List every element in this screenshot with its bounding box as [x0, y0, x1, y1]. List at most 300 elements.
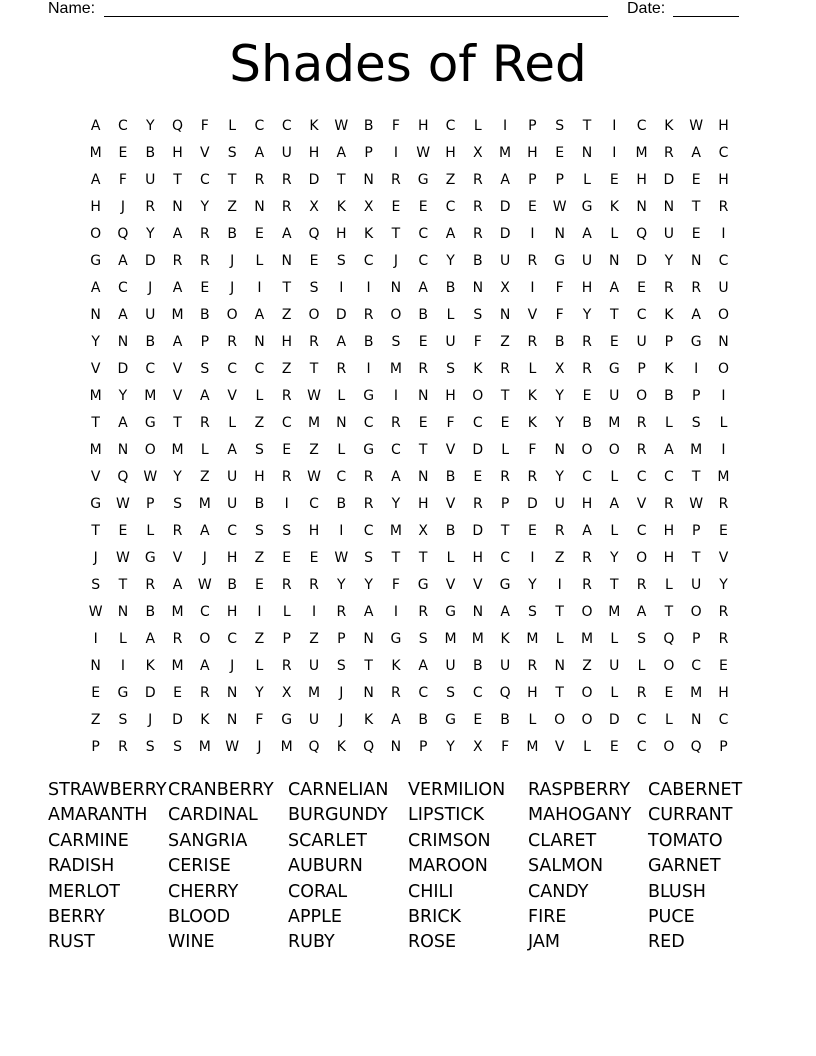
- grid-cell[interactable]: B: [500, 712, 510, 728]
- grid-cell[interactable]: R: [418, 361, 429, 377]
- grid-cell[interactable]: E: [691, 172, 701, 188]
- grid-cell[interactable]: M: [608, 604, 621, 620]
- grid-cell[interactable]: Y: [555, 415, 564, 431]
- grid-cell[interactable]: R: [636, 685, 647, 701]
- grid-cell[interactable]: M: [690, 685, 703, 701]
- grid-cell[interactable]: M: [690, 442, 703, 458]
- grid-cell[interactable]: O: [226, 307, 238, 323]
- grid-cell[interactable]: C: [718, 145, 729, 161]
- grid-cell[interactable]: W: [307, 388, 321, 404]
- grid-cell[interactable]: G: [499, 577, 511, 593]
- grid-cell[interactable]: H: [718, 685, 729, 701]
- grid-cell[interactable]: D: [663, 172, 675, 188]
- grid-cell[interactable]: S: [200, 361, 210, 377]
- grid-cell[interactable]: G: [417, 577, 429, 593]
- grid-cell[interactable]: K: [200, 712, 210, 728]
- grid-cell[interactable]: Y: [91, 334, 100, 350]
- grid-cell[interactable]: K: [364, 226, 374, 242]
- grid-cell[interactable]: K: [145, 658, 155, 674]
- grid-cell[interactable]: O: [144, 442, 156, 458]
- grid-cell[interactable]: O: [554, 712, 566, 728]
- grid-cell[interactable]: Y: [610, 550, 619, 566]
- grid-cell[interactable]: J: [230, 658, 235, 674]
- grid-cell[interactable]: R: [336, 361, 347, 377]
- grid-cell[interactable]: Q: [308, 739, 320, 755]
- grid-cell[interactable]: X: [554, 361, 565, 377]
- grid-cell[interactable]: N: [117, 442, 129, 458]
- grid-cell[interactable]: M: [580, 631, 594, 647]
- grid-cell[interactable]: M: [198, 739, 211, 755]
- grid-cell[interactable]: T: [282, 280, 291, 296]
- grid-cell[interactable]: A: [445, 226, 456, 242]
- grid-cell[interactable]: I: [530, 550, 535, 566]
- grid-cell[interactable]: R: [582, 550, 592, 566]
- grid-cell[interactable]: F: [255, 712, 264, 728]
- grid-cell[interactable]: C: [636, 118, 647, 134]
- grid-cell[interactable]: N: [390, 739, 402, 755]
- grid-cell[interactable]: X: [418, 523, 428, 539]
- grid-cell[interactable]: Y: [145, 118, 155, 134]
- grid-cell[interactable]: V: [90, 469, 101, 485]
- grid-cell[interactable]: N: [609, 253, 620, 269]
- grid-cell[interactable]: R: [718, 631, 729, 647]
- grid-cell[interactable]: V: [445, 496, 456, 512]
- grid-cell[interactable]: S: [391, 334, 401, 350]
- grid-cell[interactable]: U: [281, 145, 292, 161]
- grid-cell[interactable]: A: [391, 469, 401, 485]
- grid-cell[interactable]: X: [363, 199, 374, 215]
- grid-cell[interactable]: N: [663, 199, 675, 215]
- grid-cell[interactable]: M: [171, 604, 184, 620]
- grid-cell[interactable]: F: [391, 118, 400, 134]
- grid-cell[interactable]: P: [555, 172, 564, 188]
- grid-cell[interactable]: N: [90, 658, 101, 674]
- grid-cell[interactable]: N: [90, 307, 101, 323]
- grid-cell[interactable]: L: [719, 415, 728, 431]
- grid-cell[interactable]: I: [120, 658, 126, 674]
- grid-cell[interactable]: H: [445, 145, 456, 161]
- grid-cell[interactable]: O: [663, 739, 675, 755]
- grid-cell[interactable]: I: [694, 361, 699, 377]
- grid-cell[interactable]: E: [609, 334, 619, 350]
- grid-cell[interactable]: A: [200, 658, 210, 674]
- grid-cell[interactable]: E: [418, 334, 428, 350]
- grid-cell[interactable]: A: [500, 172, 510, 188]
- grid-cell[interactable]: M: [198, 496, 211, 512]
- grid-cell[interactable]: B: [336, 496, 347, 512]
- grid-cell[interactable]: A: [172, 226, 183, 242]
- grid-cell[interactable]: I: [530, 226, 535, 242]
- grid-cell[interactable]: U: [663, 226, 674, 242]
- grid-cell[interactable]: F: [118, 172, 127, 188]
- grid-cell[interactable]: N: [117, 604, 129, 620]
- grid-cell[interactable]: M: [89, 145, 102, 161]
- grid-cell[interactable]: U: [445, 658, 456, 674]
- grid-cell[interactable]: R: [227, 334, 237, 350]
- grid-cell[interactable]: J: [93, 550, 98, 566]
- grid-cell[interactable]: R: [472, 496, 483, 512]
- grid-cell[interactable]: R: [199, 253, 210, 269]
- grid-cell[interactable]: R: [281, 172, 292, 188]
- grid-cell[interactable]: R: [664, 280, 674, 296]
- grid-cell[interactable]: L: [610, 631, 619, 647]
- grid-cell[interactable]: K: [664, 307, 674, 323]
- grid-cell[interactable]: V: [554, 739, 565, 755]
- grid-cell[interactable]: E: [582, 388, 592, 404]
- grid-cell[interactable]: H: [336, 226, 347, 242]
- grid-cell[interactable]: W: [416, 145, 431, 161]
- grid-cell[interactable]: I: [393, 145, 398, 161]
- grid-cell[interactable]: T: [391, 226, 401, 242]
- grid-cell[interactable]: E: [527, 523, 537, 539]
- grid-cell[interactable]: L: [337, 442, 346, 458]
- grid-cell[interactable]: A: [90, 280, 101, 296]
- grid-cell[interactable]: K: [364, 712, 374, 728]
- grid-cell[interactable]: S: [336, 253, 346, 269]
- grid-cell[interactable]: R: [527, 253, 538, 269]
- grid-cell[interactable]: C: [691, 658, 702, 674]
- grid-cell[interactable]: V: [172, 550, 183, 566]
- grid-cell[interactable]: G: [363, 442, 375, 458]
- grid-cell[interactable]: G: [554, 253, 566, 269]
- grid-cell[interactable]: M: [608, 415, 621, 431]
- grid-cell[interactable]: Q: [499, 685, 511, 701]
- grid-cell[interactable]: P: [146, 496, 155, 512]
- grid-cell[interactable]: E: [173, 685, 182, 701]
- grid-cell[interactable]: C: [418, 685, 429, 701]
- grid-cell[interactable]: M: [280, 739, 293, 755]
- grid-cell[interactable]: R: [118, 739, 128, 755]
- grid-cell[interactable]: A: [118, 307, 128, 323]
- grid-cell[interactable]: T: [610, 577, 619, 593]
- grid-cell[interactable]: T: [582, 118, 592, 134]
- grid-cell[interactable]: G: [144, 550, 156, 566]
- grid-cell[interactable]: L: [473, 118, 482, 134]
- grid-cell[interactable]: T: [118, 577, 128, 593]
- grid-cell[interactable]: P: [91, 739, 100, 755]
- grid-cell[interactable]: C: [199, 604, 210, 620]
- grid-cell[interactable]: J: [230, 280, 235, 296]
- grid-cell[interactable]: E: [418, 415, 428, 431]
- grid-cell[interactable]: L: [337, 388, 346, 404]
- grid-cell[interactable]: G: [117, 685, 129, 701]
- grid-cell[interactable]: Y: [446, 739, 455, 755]
- grid-cell[interactable]: R: [281, 388, 292, 404]
- grid-cell[interactable]: I: [257, 604, 262, 620]
- grid-cell[interactable]: N: [117, 334, 129, 350]
- grid-cell[interactable]: L: [664, 415, 673, 431]
- grid-cell[interactable]: O: [581, 712, 593, 728]
- grid-cell[interactable]: U: [554, 496, 565, 512]
- grid-cell[interactable]: A: [582, 226, 592, 242]
- grid-cell[interactable]: U: [609, 388, 620, 404]
- grid-cell[interactable]: X: [309, 199, 319, 215]
- grid-cell[interactable]: C: [118, 118, 128, 134]
- grid-cell[interactable]: T: [691, 199, 701, 215]
- grid-cell[interactable]: J: [148, 280, 153, 296]
- grid-cell[interactable]: V: [172, 388, 183, 404]
- grid-cell[interactable]: L: [255, 658, 264, 674]
- grid-cell[interactable]: N: [690, 712, 702, 728]
- grid-cell[interactable]: A: [418, 280, 428, 296]
- grid-cell[interactable]: Z: [309, 442, 319, 458]
- grid-cell[interactable]: M: [307, 685, 321, 701]
- grid-cell[interactable]: Y: [582, 307, 592, 323]
- grid-cell[interactable]: C: [500, 550, 510, 566]
- grid-cell[interactable]: U: [499, 658, 511, 674]
- grid-cell[interactable]: J: [202, 550, 207, 566]
- grid-cell[interactable]: N: [417, 469, 429, 485]
- grid-cell[interactable]: B: [145, 145, 156, 161]
- grid-cell[interactable]: I: [93, 631, 98, 647]
- grid-cell[interactable]: C: [445, 118, 456, 134]
- grid-cell[interactable]: C: [663, 469, 674, 485]
- grid-cell[interactable]: Z: [445, 172, 456, 188]
- grid-cell[interactable]: C: [118, 280, 128, 296]
- grid-cell[interactable]: E: [637, 280, 647, 296]
- grid-cell[interactable]: R: [664, 145, 674, 161]
- grid-cell[interactable]: K: [500, 631, 510, 647]
- grid-cell[interactable]: M: [89, 442, 102, 458]
- grid-cell[interactable]: A: [336, 334, 347, 350]
- grid-cell[interactable]: C: [309, 496, 319, 512]
- grid-cell[interactable]: I: [721, 388, 726, 404]
- grid-cell[interactable]: E: [91, 685, 101, 701]
- grid-cell[interactable]: S: [173, 496, 182, 512]
- grid-cell[interactable]: H: [472, 550, 484, 566]
- grid-cell[interactable]: M: [144, 388, 157, 404]
- grid-cell[interactable]: L: [555, 631, 564, 647]
- grid-cell[interactable]: D: [608, 712, 620, 728]
- grid-cell[interactable]: E: [664, 685, 674, 701]
- grid-cell[interactable]: J: [148, 712, 153, 728]
- grid-cell[interactable]: M: [635, 145, 648, 161]
- grid-cell[interactable]: A: [118, 253, 128, 269]
- grid-cell[interactable]: D: [527, 496, 538, 512]
- grid-cell[interactable]: C: [418, 253, 429, 269]
- grid-cell[interactable]: R: [718, 199, 729, 215]
- grid-cell[interactable]: V: [172, 361, 183, 377]
- grid-cell[interactable]: L: [228, 118, 237, 134]
- grid-cell[interactable]: Q: [172, 118, 184, 134]
- grid-cell[interactable]: O: [199, 631, 211, 647]
- grid-cell[interactable]: C: [227, 361, 238, 377]
- grid-cell[interactable]: B: [418, 307, 429, 323]
- grid-cell[interactable]: R: [582, 577, 592, 593]
- grid-cell[interactable]: S: [254, 442, 264, 458]
- grid-cell[interactable]: M: [526, 631, 539, 647]
- grid-cell[interactable]: L: [282, 604, 291, 620]
- grid-cell[interactable]: M: [389, 523, 402, 539]
- grid-cell[interactable]: C: [254, 361, 265, 377]
- grid-cell[interactable]: L: [255, 253, 264, 269]
- grid-cell[interactable]: H: [718, 118, 729, 134]
- grid-cell[interactable]: V: [527, 307, 538, 323]
- grid-cell[interactable]: T: [309, 361, 319, 377]
- grid-cell[interactable]: R: [281, 469, 292, 485]
- grid-cell[interactable]: A: [664, 442, 674, 458]
- grid-cell[interactable]: W: [88, 604, 103, 620]
- grid-cell[interactable]: E: [255, 226, 264, 242]
- grid-cell[interactable]: G: [90, 253, 102, 269]
- grid-cell[interactable]: T: [610, 307, 619, 323]
- grid-cell[interactable]: F: [446, 415, 455, 431]
- grid-cell[interactable]: R: [527, 469, 538, 485]
- grid-cell[interactable]: P: [528, 118, 537, 134]
- grid-cell[interactable]: Q: [308, 226, 320, 242]
- grid-cell[interactable]: I: [366, 361, 371, 377]
- grid-cell[interactable]: Z: [309, 631, 319, 647]
- grid-cell[interactable]: T: [337, 172, 346, 188]
- grid-cell[interactable]: C: [718, 712, 729, 728]
- grid-cell[interactable]: N: [472, 604, 484, 620]
- grid-cell[interactable]: N: [554, 226, 565, 242]
- grid-cell[interactable]: L: [446, 307, 455, 323]
- grid-cell[interactable]: R: [172, 631, 183, 647]
- grid-cell[interactable]: O: [472, 388, 484, 404]
- grid-cell[interactable]: M: [171, 658, 184, 674]
- grid-cell[interactable]: W: [552, 199, 567, 215]
- grid-cell[interactable]: N: [472, 280, 484, 296]
- grid-cell[interactable]: E: [719, 523, 728, 539]
- grid-cell[interactable]: B: [554, 334, 565, 350]
- grid-cell[interactable]: D: [117, 361, 129, 377]
- grid-cell[interactable]: R: [145, 577, 156, 593]
- grid-cell[interactable]: T: [418, 442, 428, 458]
- grid-cell[interactable]: N: [363, 685, 374, 701]
- grid-cell[interactable]: C: [418, 226, 429, 242]
- grid-cell[interactable]: I: [557, 577, 562, 593]
- grid-cell[interactable]: P: [664, 334, 674, 350]
- grid-cell[interactable]: O: [663, 658, 675, 674]
- grid-cell[interactable]: B: [418, 712, 429, 728]
- grid-cell[interactable]: I: [366, 280, 371, 296]
- grid-cell[interactable]: G: [581, 199, 593, 215]
- grid-cell[interactable]: N: [363, 172, 374, 188]
- grid-cell[interactable]: A: [609, 496, 620, 512]
- grid-cell[interactable]: R: [199, 226, 210, 242]
- grid-cell[interactable]: Z: [554, 550, 565, 566]
- grid-cell[interactable]: T: [91, 415, 100, 431]
- grid-cell[interactable]: B: [473, 253, 483, 269]
- grid-cell[interactable]: Y: [555, 388, 564, 404]
- grid-cell[interactable]: R: [172, 253, 183, 269]
- grid-cell[interactable]: E: [309, 550, 319, 566]
- grid-cell[interactable]: F: [200, 118, 209, 134]
- grid-cell[interactable]: S: [118, 712, 128, 728]
- grid-cell[interactable]: V: [445, 577, 456, 593]
- grid-cell[interactable]: B: [254, 496, 265, 512]
- grid-cell[interactable]: B: [363, 334, 374, 350]
- grid-cell[interactable]: E: [691, 226, 701, 242]
- grid-cell[interactable]: Q: [117, 469, 129, 485]
- grid-cell[interactable]: R: [500, 361, 510, 377]
- grid-cell[interactable]: Y: [255, 685, 264, 701]
- grid-cell[interactable]: E: [473, 712, 483, 728]
- grid-cell[interactable]: W: [334, 118, 349, 134]
- grid-cell[interactable]: A: [172, 280, 183, 296]
- grid-cell[interactable]: R: [636, 577, 647, 593]
- grid-cell[interactable]: T: [91, 523, 100, 539]
- grid-cell[interactable]: B: [445, 523, 456, 539]
- grid-cell[interactable]: D: [499, 226, 511, 242]
- grid-cell[interactable]: M: [171, 307, 184, 323]
- grid-cell[interactable]: H: [636, 172, 647, 188]
- grid-cell[interactable]: A: [609, 280, 620, 296]
- grid-cell[interactable]: P: [364, 145, 373, 161]
- grid-cell[interactable]: K: [391, 658, 401, 674]
- grid-cell[interactable]: B: [664, 388, 674, 404]
- grid-cell[interactable]: C: [145, 361, 156, 377]
- grid-cell[interactable]: A: [500, 604, 510, 620]
- grid-cell[interactable]: O: [581, 604, 593, 620]
- grid-cell[interactable]: P: [691, 631, 701, 647]
- grid-cell[interactable]: U: [227, 469, 238, 485]
- grid-cell[interactable]: F: [528, 442, 537, 458]
- grid-cell[interactable]: Y: [337, 577, 346, 593]
- grid-cell[interactable]: R: [582, 334, 592, 350]
- grid-cell[interactable]: C: [363, 523, 374, 539]
- grid-cell[interactable]: K: [336, 739, 346, 755]
- grid-cell[interactable]: H: [527, 145, 538, 161]
- grid-cell[interactable]: Z: [281, 361, 292, 377]
- grid-cell[interactable]: L: [446, 550, 455, 566]
- grid-cell[interactable]: W: [116, 550, 130, 566]
- grid-cell[interactable]: O: [581, 685, 593, 701]
- grid-cell[interactable]: U: [308, 658, 320, 674]
- grid-cell[interactable]: M: [444, 631, 457, 647]
- grid-cell[interactable]: E: [418, 199, 428, 215]
- grid-cell[interactable]: R: [718, 604, 729, 620]
- grid-cell[interactable]: B: [145, 604, 156, 620]
- grid-cell[interactable]: P: [200, 334, 210, 350]
- grid-cell[interactable]: C: [718, 253, 729, 269]
- grid-cell[interactable]: M: [307, 415, 321, 431]
- grid-cell[interactable]: S: [473, 307, 483, 323]
- grid-cell[interactable]: V: [445, 442, 456, 458]
- grid-cell[interactable]: K: [527, 415, 537, 431]
- grid-cell[interactable]: B: [445, 280, 456, 296]
- grid-cell[interactable]: C: [636, 523, 647, 539]
- grid-cell[interactable]: C: [363, 253, 374, 269]
- grid-cell[interactable]: W: [334, 550, 349, 566]
- grid-cell[interactable]: S: [527, 604, 537, 620]
- grid-cell[interactable]: A: [145, 631, 156, 647]
- grid-cell[interactable]: E: [282, 442, 292, 458]
- grid-cell[interactable]: J: [120, 199, 126, 215]
- grid-cell[interactable]: G: [363, 388, 375, 404]
- grid-cell[interactable]: C: [636, 469, 647, 485]
- grid-cell[interactable]: G: [417, 172, 429, 188]
- grid-cell[interactable]: C: [445, 199, 456, 215]
- grid-cell[interactable]: R: [500, 469, 510, 485]
- grid-cell[interactable]: Y: [145, 226, 155, 242]
- grid-cell[interactable]: Q: [363, 739, 375, 755]
- grid-cell[interactable]: H: [445, 388, 456, 404]
- grid-cell[interactable]: R: [391, 172, 401, 188]
- grid-cell[interactable]: U: [145, 172, 156, 188]
- grid-cell[interactable]: T: [173, 172, 182, 188]
- grid-cell[interactable]: W: [197, 577, 212, 593]
- grid-cell[interactable]: L: [146, 523, 155, 539]
- grid-cell[interactable]: R: [363, 496, 374, 512]
- grid-cell[interactable]: T: [364, 658, 373, 674]
- grid-cell[interactable]: Y: [391, 496, 401, 512]
- grid-cell[interactable]: T: [173, 415, 182, 431]
- grid-cell[interactable]: W: [689, 118, 704, 134]
- grid-cell[interactable]: G: [281, 712, 293, 728]
- grid-cell[interactable]: C: [636, 712, 647, 728]
